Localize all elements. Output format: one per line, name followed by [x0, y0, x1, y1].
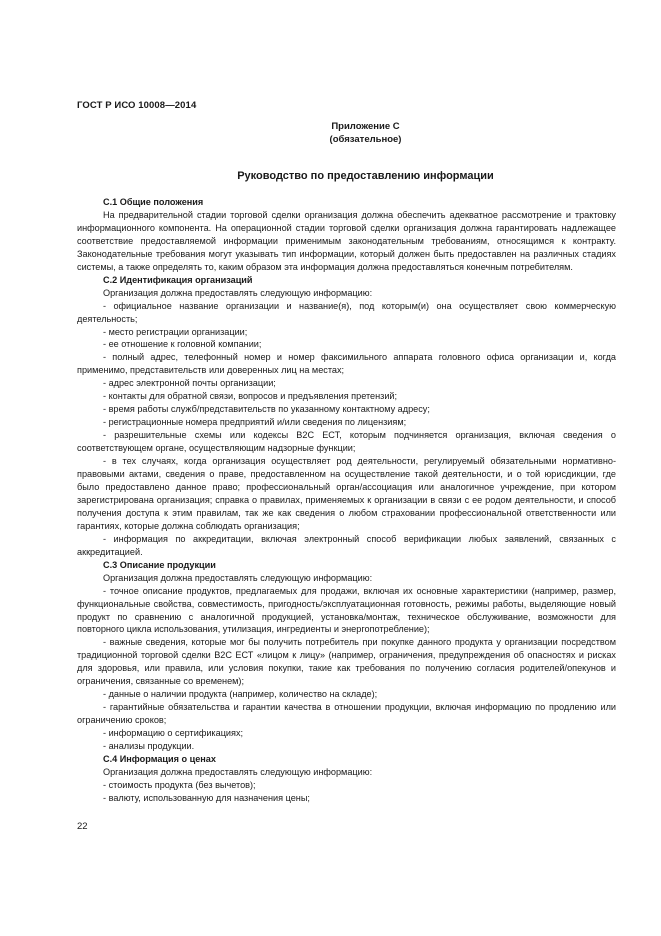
paragraph: - в тех случаях, когда организация осуществляет род деятельности, регулируемый обязательными нормативно-правовыми актами, сведения о праве, предоставленном на осуществление такой деятельности, и о той юрисдикции, где было предоставлено данное право; профессиональный орган/ассоциация или аналогичное учреждение, при котором зарегистрирована организация; справка о правилах, применяемых к организации в связи с ее родом деятельности, и способ получения доступа к этим правилам, так же как сведения о любом страховании профессиональной ответственности или гарантиях, которые должна соблюдать организация;: [77, 456, 616, 531]
paragraph: - гарантийные обязательства и гарантии качества в отношении продукции, включая информацию по продлению или ограничению сроков;: [77, 702, 616, 726]
appendix-label: Приложение С: [331, 121, 400, 132]
paragraph: - стоимость продукта (без вычетов);: [103, 779, 256, 790]
paragraph: Организация должна предоставлять следующую информацию:: [103, 766, 373, 777]
paragraph: - полный адрес, телефонный номер и номер факсимильного аппарата головного офиса организации и, когда применимо, представительств или доверенных лиц на местах;: [77, 352, 616, 376]
paragraph: - информацию о сертификациях;: [103, 728, 244, 739]
paragraph: Организация должна предоставлять следующую информацию:: [103, 287, 373, 298]
paragraph: - точное описание продуктов, предлагаемых для продажи, включая их основные характеристики (например, размер, функциональные свойства, совместимость, пригодность/эксплуатационная готовность, режимы работы, выделяющие новый продукт по сравнению с аналогичной продукцией, установка/монтаж, техническое обслуживание, возможности для повторного цикла использования, утилизация, ингредиенты и энергопотребление);: [77, 585, 616, 635]
paragraph: - адрес электронной почты организации;: [103, 378, 276, 389]
paragraph: Организация должна предоставлять следующую информацию:: [103, 572, 373, 583]
section-heading: С.1 Общие положения: [103, 197, 204, 207]
paragraph: - ее отношение к головной компании;: [103, 339, 262, 350]
paragraph: - место регистрации организации;: [103, 326, 248, 337]
appendix-status: (обязательное): [329, 134, 402, 145]
paragraph: - информация по аккредитации, включая электронный способ верификации любых заявлений, связанных с аккредитацией.: [77, 533, 616, 557]
document-title: Руководство по предоставлению информации: [237, 170, 494, 182]
paragraph: - контакты для обратной связи, вопросов и предъявления претензий;: [103, 391, 398, 402]
page-number: 22: [77, 821, 88, 832]
paragraph: - данные о наличии продукта (например, количество на складе);: [103, 689, 378, 700]
document-header: ГОСТ Р ИСО 10008—2014: [77, 100, 197, 111]
paragraph: - анализы продукции.: [103, 741, 195, 752]
section-heading: С.2 Идентификация организаций: [103, 274, 253, 285]
paragraph: - официальное название организации и название(я), под которым(и) она осуществляет свою коммерческую деятельность;: [77, 300, 616, 324]
section-heading: С.4 Информация о ценах: [103, 753, 216, 764]
paragraph: - разрешительные схемы или кодексы В2С ЕСТ, которым подчиняется организация, включая сведения о соответствующем органе, осуществляющим надзорные функции;: [77, 430, 616, 454]
paragraph: - важные сведения, которые мог бы получить потребитель при покупке данного продукта у организации посредством традиционной торговой сделки В2С ЕСТ «лицом к лицу» (например, ограничения, предупреждения об опасностях и рисках для здоровья, или правила, или условия покупки, такие как требования по получению согласия родителей/опекунов и ограничения, связанные со временем);: [77, 637, 616, 687]
paragraph: - время работы служб/представительств по указанному контактному адресу;: [103, 404, 430, 415]
paragraph: - регистрационные номера предприятий и/или сведения по лицензиям;: [103, 417, 407, 428]
document-body: [77, 196, 616, 805]
paragraph: На предварительной стадии торговой сделки организация должна обеспечить адекватное рассмотрение и трактовку информационного компонента. На операционной стадии торговой сделки организация должна гарантировать надлежащее соответствие предоставляемой информации применимым законодательным требованиям, относящимся к контракту. Законодательные требования могут указывать тип информации, который должен быть предоставлен на различных стадиях системы, а также определять то, каким образом эта информация должна предоставляться конечным потребителям.: [77, 209, 616, 272]
section-heading: С.3 Описание продукции: [103, 559, 216, 570]
appendix-heading: [0, 120, 661, 146]
paragraph: - валюту, использованную для назначения цены;: [103, 792, 310, 803]
